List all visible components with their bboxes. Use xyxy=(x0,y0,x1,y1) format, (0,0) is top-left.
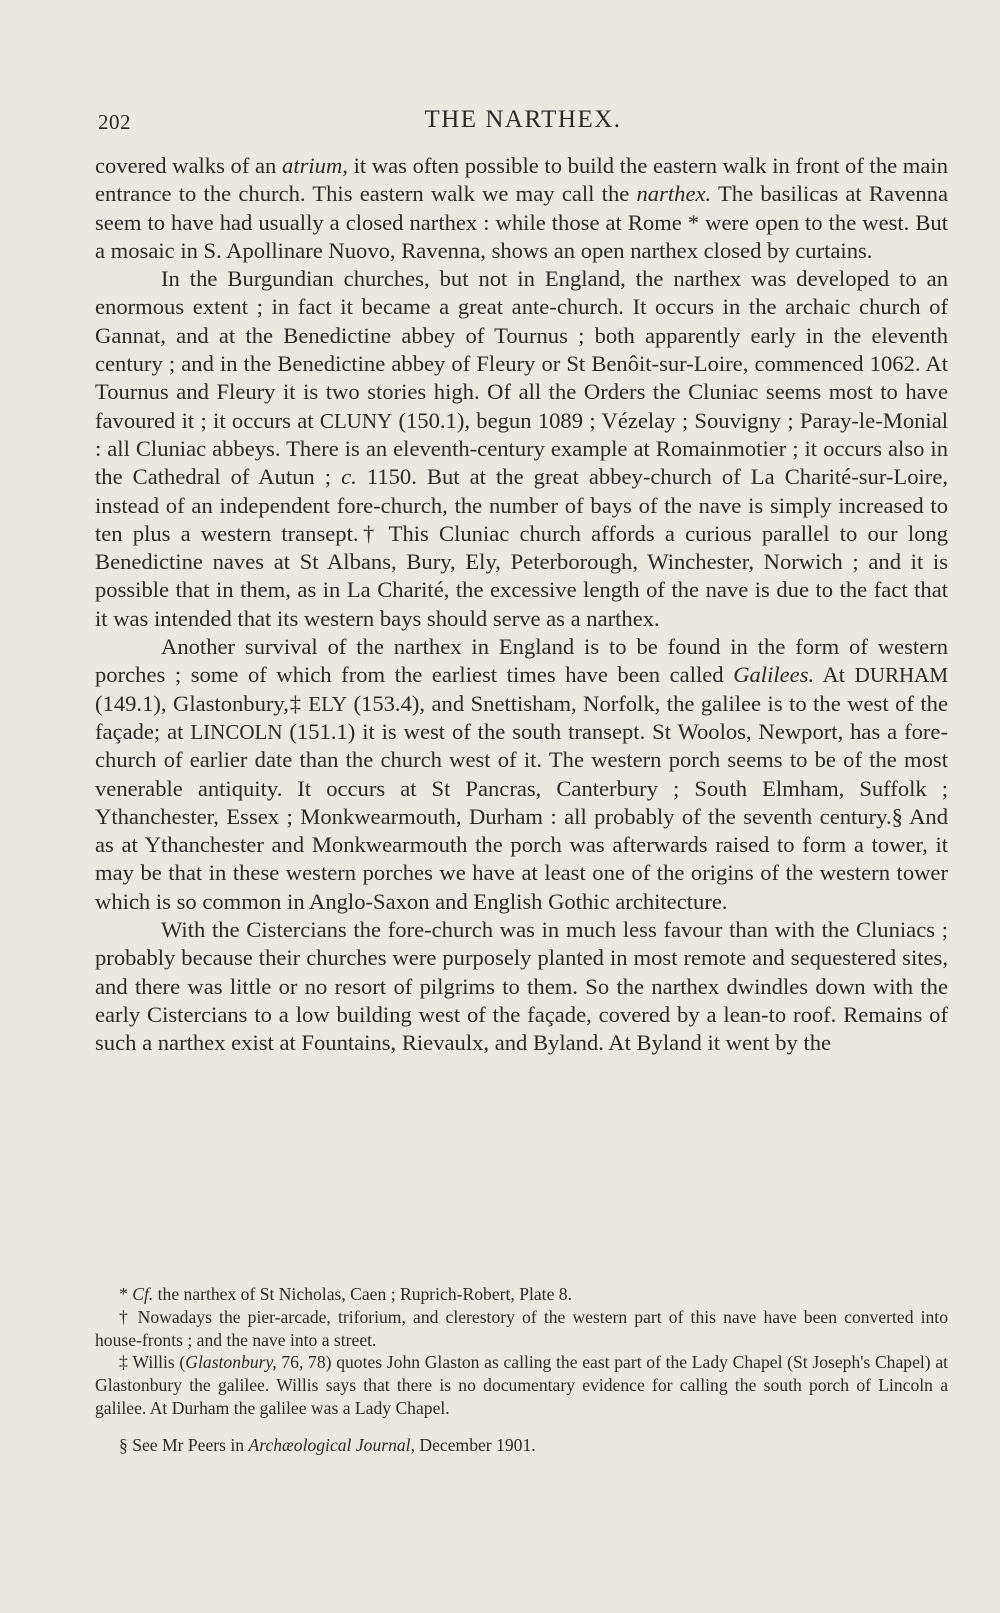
text-run: it was often possible to build the eastern walk in front of the main entrance to the church. This eastern walk we may call the xyxy=(95,153,948,207)
text-run: § See Mr Peers in xyxy=(119,1434,249,1455)
small-caps-place: DURHAM xyxy=(854,663,948,688)
footnote-2 xyxy=(95,1306,948,1352)
italic-journal-title: Archæological Journal, xyxy=(248,1434,415,1455)
italic-term: atrium, xyxy=(282,153,348,178)
footnote-marker: * xyxy=(119,1284,133,1304)
paragraph-4 xyxy=(95,916,948,1057)
body-text xyxy=(95,152,948,1058)
page-header xyxy=(98,104,948,144)
small-caps-place: CLUNY xyxy=(319,408,393,433)
page-number: 202 xyxy=(98,110,131,134)
small-caps-place: ELY xyxy=(308,691,348,716)
paragraph-3 xyxy=(95,633,948,916)
text-run: † Nowadays the pier-arcade, triforium, and clerestory of the western part of this nave have been converted into house-fronts ; and the nave into a street. xyxy=(95,1306,948,1350)
paragraph-2 xyxy=(95,265,948,633)
text-run: ‡ Willis ( xyxy=(119,1352,186,1373)
text-run: (150.1), begun 1089 ; Vézelay ; Souvigny ; Paray-le-Monial : all Cluniac abbeys. There is an eleventh-century example at Romainmotier ; it occurs also in the Cathedral of Autun ; xyxy=(95,407,948,490)
small-caps-place: LINCOLN xyxy=(190,719,283,744)
running-head: THE NARTHEX. xyxy=(424,106,622,133)
footnote-1 xyxy=(95,1283,948,1306)
text-run: (149.1), Glastonbury,‡ xyxy=(95,690,309,716)
text-run: the narthex of St Nicholas, Caen ; Ruprich-Robert, Plate 8. xyxy=(153,1284,572,1304)
footnote-4 xyxy=(95,1434,948,1457)
text-run: covered walks of an xyxy=(95,153,283,178)
text-run: At xyxy=(814,662,855,688)
text-run: The basilicas at Ravenna seem to have had usually a closed narthex : while those at Rome * were open to the west. But a mosaic in S. Apollinare Nuovo, Ravenna, shows an open narthex closed by curtains. xyxy=(95,181,948,263)
text-run: 1150. But at the great abbey-church of La Charité-sur-Loire, instead of an independent fore-church, the number of bays of the nave is simply increased to ten plus a western transept.† This Cluniac church affords a curious parallel to our long Benedictine naves at St Albans, Bury, Ely, Peterborough, Winchester, Norwich ; and it is possible that in them, as in La Charité, the excessive length of the nave is due to the fact that it was intended that its western bays should serve as a narthex. xyxy=(95,464,948,631)
paragraph-1 xyxy=(95,152,948,265)
italic-term: Glastonbury, xyxy=(185,1352,277,1373)
text-run: Another survival of the narthex in England is to be found in the form of western porches ; some of which from the earliest times have been called xyxy=(95,634,948,688)
italic-term: narthex. xyxy=(636,181,712,207)
text-run: December 1901. xyxy=(414,1434,536,1455)
text-run: In the Burgundian churches, but not in England, the narthex was developed to an enormous extent ; in fact it became a great ante-church. It occurs in the archaic church of Gannat, and at the Benedictine abbey of Tournus ; both apparently early in the eleventh century ; and in the Benedictine abbey of Fleury or St Benôit-sur-Loire, commenced 1062. At Tournus and Fleury it is two stories high. Of all the Orders the Cluniac seems most to have favoured it ; it occurs at xyxy=(95,266,948,433)
text-run: (151.1) it is west of the south transept. St Woolos, Newport, has a fore-church of earlier date than the church west of it. The western porch seems to be of the most venerable antiquity. It occurs at St Pancras, Canterbury ; South Elmham, Suffolk ; Ythanchester, Essex ; Monkwearmouth, Durham : all probably of the seventh century.§ And as at Ythanchester and Monkwearmouth the porch was afterwards raised to form a tower, it may be that in these western porches we have at least one of the origins of the western tower which is so common in Anglo-Saxon and English Gothic architecture. xyxy=(95,718,948,914)
footnote-3 xyxy=(95,1351,948,1419)
footnotes xyxy=(95,1283,948,1457)
text-run: (153.4), and Snettisham, Norfolk, the galilee is to the west of the façade; at xyxy=(95,690,948,744)
italic-term: Galilees. xyxy=(733,662,815,688)
italic-term: Cf. xyxy=(132,1284,154,1304)
text-run: 76, 78) quotes John Glaston as calling the east part of the Lady Chapel (St Joseph's Chapel) at Glastonbury the galilee. Willis says that there is no documentary evidence for calling the south porch of Lincoln a galilee. At Durham the galilee was a Lady Chapel. xyxy=(95,1352,949,1418)
italic-term: c. xyxy=(341,464,357,490)
text-run: With the Cistercians the fore-church was in much less favour than with the Cluniacs ; probably because their churches were purposely planted in most remote and sequestered sites, and there was little or no resort of pilgrims to them. So the narthex dwindles down with the early Cistercians to a low building west of the façade, covered by a lean-to roof. Remains of such a narthex exist at Fountains, Rievaulx, and Byland. At Byland it went by the xyxy=(95,917,948,1056)
